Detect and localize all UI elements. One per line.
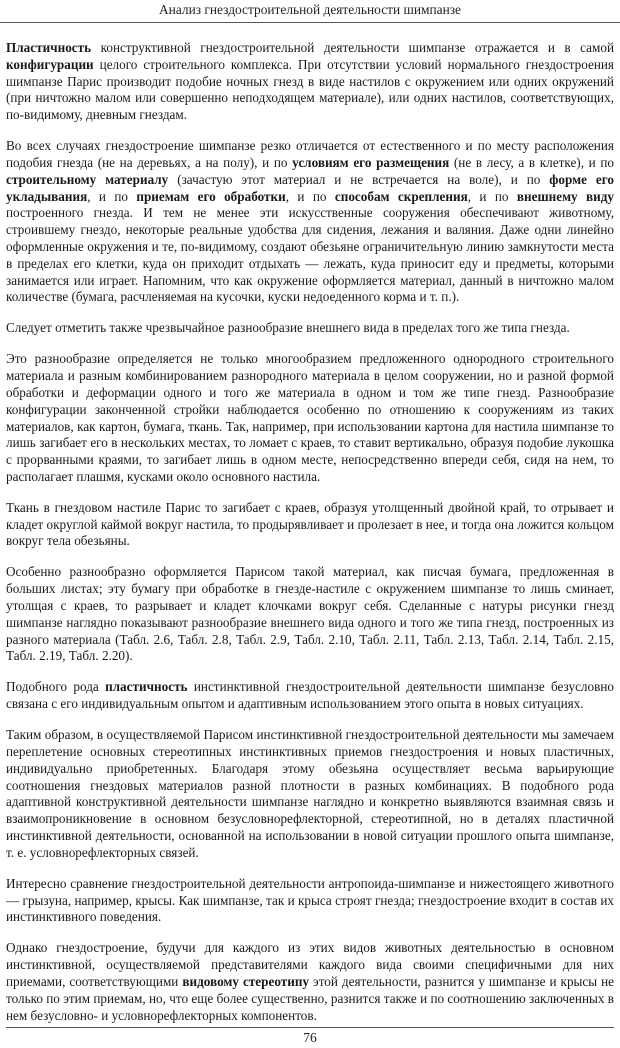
bold-term: способам скрепления [334,188,468,204]
text-run: (не в лесу, а в клетке), и по [449,154,614,170]
text-run: (зачастую этот материал и не встречается на воле), и по [168,171,550,187]
bold-term: строительному материалу [6,171,169,187]
bold-term: условиям его размещения [292,154,450,170]
paragraph-7 [6,679,614,713]
page-number: 76 [303,1030,317,1045]
text-run: этой деятельности, разнится у шимпанзе и крысы не только по этим приемам, но, что еще более существенно, разнится также и по соотношению заключенных в нем безусловно- и условнорефлекторных компонентов. [6,973,615,1023]
paragraph-9 [6,876,614,926]
text-run: Таким образом, в осуществляемой Парисом инстинктивной гнездостроительной деятельности мы замечаем переплетение основных стереотипных инстинктивных приемов гнездостроения и новых пластичных, индивидуально приобретенных. Благодаря этому обезьяна осуществляет весьма варьирующие соотношения гнездовых материалов разной плотности в разных комбинациях. В подобного рода адаптивной конструктивной деятельности шимпанзе наглядно и конкретно выявляются взаимная связь и взаимопроникновение в основном безусловнорефлекторной, стереотипной, но в деталях пластичной инстинктивной деятельности, основанной на использовании в новой ситуации прошлого опыта шимпанзе, т. е. условнорефлекторных связей. [6,727,614,860]
text-run: Ткань в гнездовом настиле Парис то загибает с краев, образуя утолщенный двойной край, то отрывает и кладет округлой каймой вокруг настила, то продырявливает и пролезает в нее, и тогда она ложится кольцом вокруг тела обезьяны. [6,499,614,549]
paragraph-1 [6,40,614,124]
bold-term: конфигурации [6,56,94,72]
footer-rule [6,1027,614,1028]
bold-term: внешнему виду [516,188,615,204]
text-run: инстинктивной гнездостроительной деятельности шимпанзе безусловно связана с его индивидуальным опытом и адаптивным использованием этого опыта в новых ситуациях. [6,679,614,712]
text-run: Следует отметить также чрезвычайное разнообразие внешнего вида в пределах того же типа гнезда. [6,320,570,336]
text-run: Подобного рода [6,679,106,695]
paragraph-4 [6,351,614,485]
bold-term: пластичность [105,679,188,695]
running-head: Анализ гнездостроительной деятельности шимпанзе [0,0,620,23]
paragraph-5 [6,500,614,550]
text-run: , и по [467,188,517,204]
text-run: , и по [285,188,335,204]
bold-term: форме его укладывания [6,171,615,204]
text-run: Особенно разнообразно оформляется Парисом такой материал, как писчая бумага, предложенная в больших листах; эту бумагу при обработке в гнезде-настиле с окружением шимпанзе то лишь сминает, утолщая с краев, то разрывает и кладет клочками вокруг себя. Сделанные с натуры рисунки гнезд шимпанзе наглядно показывают разнообразие внешнего вида одного и того же типа гнезд, построенных из разного материала (Табл. 2.6, Табл. 2.8, Табл. 2.9, Табл. 2.10, Табл. 2.11, Табл. 2.13, Табл. 2.14, Табл. 2.15, Табл. 2.19, Табл. 2.20). [6,564,614,664]
paragraph-10 [6,940,614,1024]
text-run: построенного гнезда. И тем не менее эти искусственные сооружения обеспечивают животному, строившему гнездо, некоторые реальные удобства для сидения, лежания и валяния. Даже одни линейно оформленные окружения и те, по-видимому, создают обезьяне ограничительную линию замкнутости места в пределах его клетки, куда он приходит отдыхать — лежать, куда приносит еду и предметы, которыми занимается или играет. Напомним, что как окружение оформляется материал, данный в ничтожно малом количестве (бумага, расчленяемая на кусочки, куски недоеденного корма и т. п.). [6,205,614,305]
text-run: Во всех случаях гнездостроение шимпанзе резко отличается от естественного и по месту расположения подобия гнезда (не на деревьях, а на полу), и по [6,138,614,170]
bold-term: Пластичность [6,40,92,55]
text-run: Это разнообразие определяется не только многообразием предложенного однородного строительного материала и разным комбинированием разнородного материала в целом сооружении, но и разной формой обработки и деформации одного и того же материала в одном и том же типе гнезд. Разнообразие конфигурации законченной стройки наблюдается особенно по отношению к сооружениям из таких материалов, как картон, бумага, ткань. Так, например, при использовании картона для настила шимпанзе то лишь загибает его в нескольких местах, то ломает с краев, то ставит вертикально, образуя подобие лукошка с прорванными краями, то загибает лишь в одном месте, непосредственно впереди себя, сидя на нем, то располагает плашмя, кусками около основного настила. [6,351,614,484]
text-run: конструктивной гнездостроительной деятельности шимпанзе отражается и в самой [91,40,614,55]
text-run: , и по [87,188,137,204]
paragraph-8 [6,727,614,861]
text-run: Интересно сравнение гнездостроительной деятельности антропоида-шимпанзе и нижестоящего животного — грызуна, например, крысы. Как шимпанзе, так и крыса строят гнезда; гнездостроение входит в состав их инстинктивного поведения. [6,875,614,925]
paragraph-2 [6,138,614,306]
paragraph-6 [6,564,614,665]
text-run: Однако гнездостроение, будучи для каждого из этих видов животных деятельностью в основном инстинктивной, осуществляемой представителями каждого вида своими специфичными для них приемами, соответствующими [6,940,614,989]
body-text [6,40,614,1039]
paragraph-3 [6,320,614,337]
bold-term: видовому стереотипу [182,973,310,989]
text-run: целого строительного комплекса. При отсутствии условий нормального гнездостроения шимпанзе Парис производит подобие ночных гнезд в виде настилов с окружением или одних окружений (при ничтожно малом или совершенно неподходящем материале), или одних настилов, соответствующих, по-видимому, дневным гнездам. [6,56,614,123]
bold-term: приемам его обработки [136,188,286,204]
